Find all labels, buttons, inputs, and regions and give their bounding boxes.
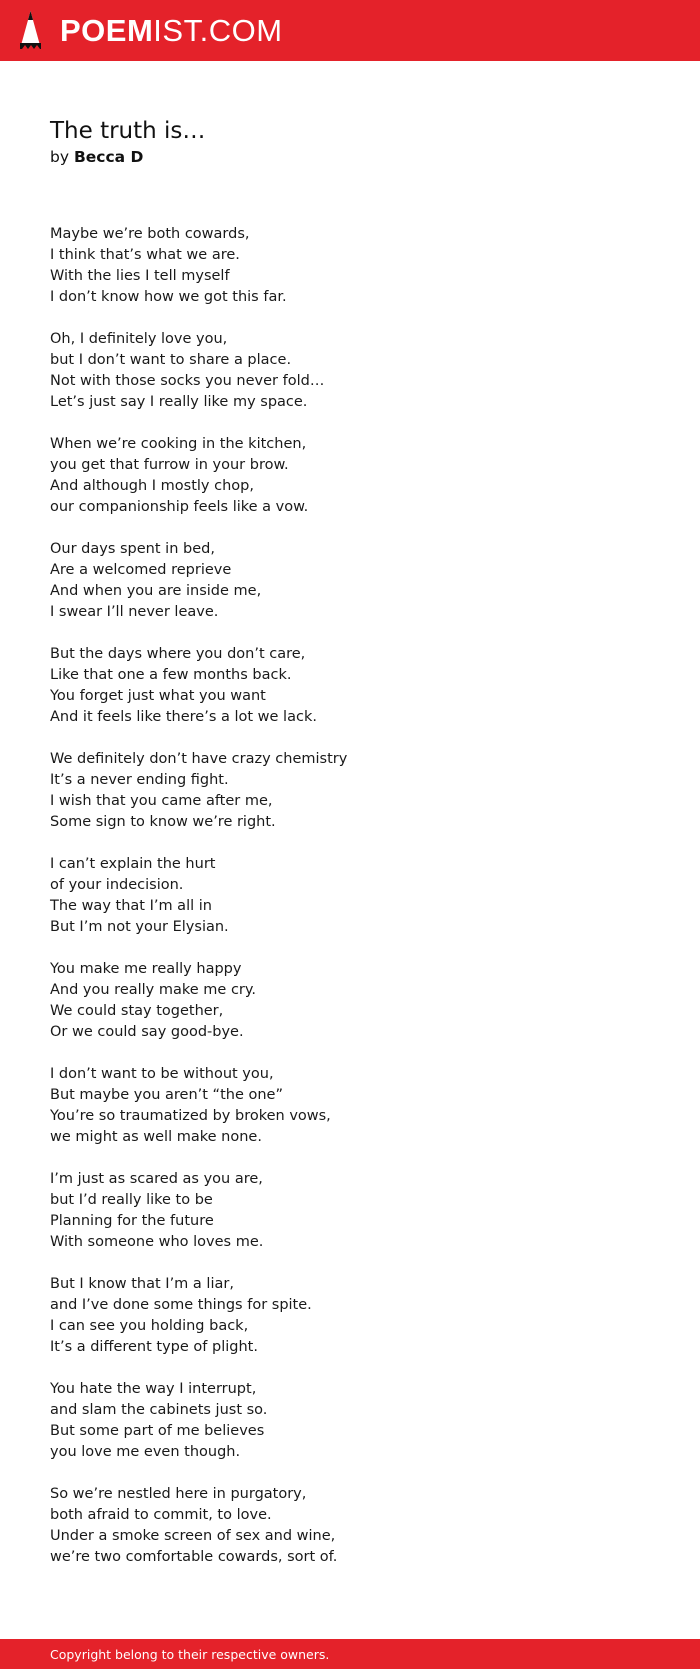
poem-line: You’re so traumatized by broken vows, [50,1108,331,1124]
poem-line: I can’t explain the hurt [50,856,216,872]
poem-line: And although I mostly chop, [50,478,254,494]
poem-line: We could stay together, [50,1003,224,1019]
poem-stanza [50,434,650,518]
poem-body [50,224,650,1568]
poem-line: But I know that I’m a liar, [50,1276,234,1292]
poem-stanza [50,1169,650,1253]
byline [50,146,650,168]
poem-line: You forget just what you want [50,688,266,704]
poem-line: But some part of me believes [50,1423,265,1439]
poem-line: and slam the cabinets just so. [50,1402,268,1418]
poem-line: Are a welcomed reprieve [50,562,232,578]
poem-line: Oh, I definitely love you, [50,331,228,347]
poem-line: With someone who loves me. [50,1234,264,1250]
poem-line: I can see you holding back, [50,1318,249,1334]
poem-line: I wish that you came after me, [50,793,273,809]
by-label: by [50,148,70,166]
poem-stanza [50,1274,650,1358]
poem-stanza [50,329,650,413]
poem-line: I don’t know how we got this far. [50,289,287,305]
brand-bold: POEM [60,13,154,48]
poem-container [50,116,650,1589]
copyright-text: Copyright belong to their respective owners. [50,1646,330,1662]
poem-line: we’re two comfortable cowards, sort of. [50,1549,338,1565]
poem-stanza [50,224,650,308]
site-logo-link[interactable] [18,10,283,51]
author-name[interactable]: Becca D [73,148,144,166]
poem-line: Not with those socks you never fold… [50,373,325,389]
poem-line: Some sign to know we’re right. [50,814,276,830]
poem-line: Let’s just say I really like my space. [50,394,308,410]
site-footer [0,1639,700,1669]
poem-line: It’s a different type of plight. [50,1339,258,1355]
poem-line: I’m just as scared as you are, [50,1171,263,1187]
brand-light: IST.COM [153,13,283,48]
poem-line: With the lies I tell myself [50,268,230,284]
poem-title: The truth is… [50,118,206,144]
poem-line: I think that’s what we are. [50,247,240,263]
poem-stanza [50,854,650,938]
poem-line: and I’ve done some things for spite. [50,1297,312,1313]
poem-line: Like that one a few months back. [50,667,292,683]
poem-line: We definitely don’t have crazy chemistry [50,751,348,767]
poem-line: we might as well make none. [50,1129,262,1145]
poem-line: Our days spent in bed, [50,541,215,557]
poem-line: Maybe we’re both cowards, [50,226,250,242]
site-brand [60,15,283,46]
poem-line: Planning for the future [50,1213,214,1229]
poem-line: And you really make me cry. [50,982,257,998]
poem-line: our companionship feels like a vow. [50,499,309,515]
site-header [0,0,700,61]
poem-line: but I’d really like to be [50,1192,213,1208]
poem-stanza [50,1484,650,1568]
poem-line: But I’m not your Elysian. [50,919,229,935]
poem-stanza [50,644,650,728]
poem-line: Or we could say good-bye. [50,1024,244,1040]
poem-line: It’s a never ending fight. [50,772,229,788]
poem-stanza [50,959,650,1043]
poem-line: I swear I’ll never leave. [50,604,219,620]
poem-line: You make me really happy [50,961,242,977]
poem-line: When we’re cooking in the kitchen, [50,436,307,452]
poem-stanza [50,1064,650,1148]
poem-line: you love me even though. [50,1444,241,1460]
poem-stanza [50,1379,650,1463]
poem-line: but I don’t want to share a place. [50,352,292,368]
poem-line: You hate the way I interrupt, [50,1381,257,1397]
poem-line: you get that furrow in your brow. [50,457,289,473]
poem-line: But maybe you aren’t “the one” [50,1087,283,1103]
poem-line: The way that I’m all in [50,898,212,914]
pencil-icon [18,10,43,51]
poem-line: And when you are inside me, [50,583,262,599]
poem-line: So we’re nestled here in purgatory, [50,1486,307,1502]
poem-line: I don’t want to be without you, [50,1066,274,1082]
poem-line: both afraid to commit, to love. [50,1507,272,1523]
poem-line: Under a smoke screen of sex and wine, [50,1528,336,1544]
poem-stanza [50,749,650,833]
poem-line: But the days where you don’t care, [50,646,306,662]
poem-line: And it feels like there’s a lot we lack. [50,709,317,725]
poem-stanza [50,539,650,623]
poem-line: of your indecision. [50,877,184,893]
